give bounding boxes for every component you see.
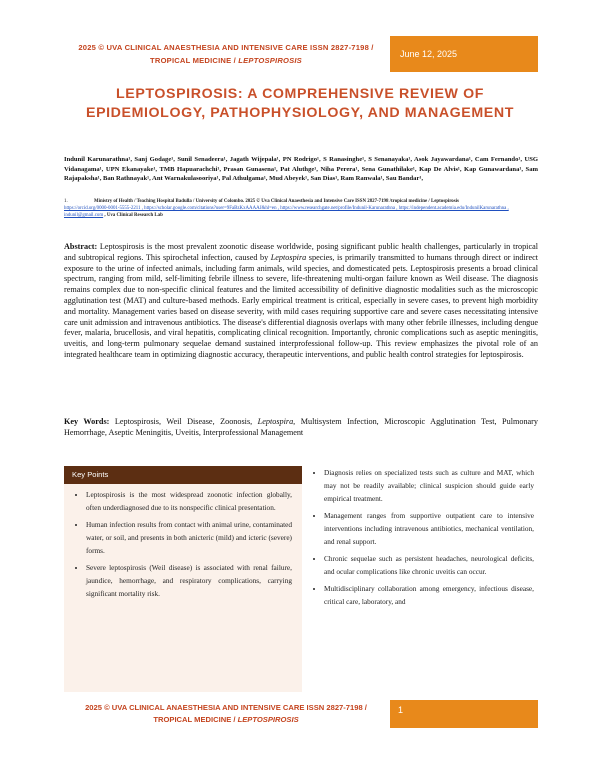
key-point-item: • Human infection results from contact with animal urine, contaminated water, or soil, and presents in both anicteric (mild) and icteric (severe) forms. <box>86 518 292 557</box>
header-brand: LEPTOSPIROSIS <box>238 56 302 65</box>
page-title: LEPTOSPIROSIS: A COMPREHENSIVE REVIEW OF EPIDEMIOLOGY, PATHOPHYSIOLOGY, AND MANAGEMENT <box>86 86 514 121</box>
keywords <box>64 416 538 438</box>
header-line-1: 2025 © UVA CLINICAL ANAESTHESIA AND INTENSIVE CARE ISSN 2827-7198 / <box>78 43 374 52</box>
keywords-label: Key Words: <box>64 417 110 426</box>
author-list: Indunil Karunarathna¹, Sanj Godage¹, Sunil Senadeera¹, Jagath Wijepala¹, PN Rodrigo¹, S Ranasinghe¹, S Senanayaka¹, Asok Jayawardana¹, Cam Fernando¹, USG Vidanagama¹, UPN Ekanayake¹, TMB Hapuarachchi¹, Prasan Gunasena¹, Pat Aluthge¹, Niha Perera¹, Sena Gunathilake¹, Kap De Alvis¹, Kap Gunawardana¹, Sam Rajapaksha¹, Ban Rathnayak¹, Ant Warnakulasooriya¹, Pal Athulgama¹, Mud Abeyek¹, San Dias¹, Ram Ranwala¹, Sau Bandar¹, <box>64 156 538 183</box>
footer-line-2 <box>62 714 390 726</box>
keywords-text-1: Leptospirosis, Weil Disease, Zoonosis, <box>109 417 258 426</box>
key-point-item: • Chronic sequelae such as persistent headaches, neurological deficits, and ocular complications like chronic uveitis can occur. <box>324 552 534 578</box>
page-footer <box>62 700 538 728</box>
abstract <box>64 242 538 361</box>
footer-page-band <box>390 700 538 728</box>
abstract-label: Abstract: <box>64 242 98 251</box>
key-point-item: • Management ranges from supportive outpatient care to intensive interventions including intravenous antibiotics, mechanical ventilation, and renal support. <box>324 509 534 548</box>
abstract-text-1: Leptospirosis is the most prevalent zoonotic disease worldwide, posing significant public health challenges, particularly in tropical and subtropical regions. This spirochetal infection, caused by <box>64 242 538 262</box>
header-line-2 <box>62 54 390 67</box>
key-points-right-column <box>310 466 538 692</box>
page-header <box>62 36 538 72</box>
journal-footer-text <box>62 700 390 728</box>
header-date-band <box>390 36 538 72</box>
key-points-heading: Key Points <box>64 466 302 484</box>
abstract-italic: Leptospira <box>270 252 307 262</box>
key-points-right-list <box>310 466 538 608</box>
affiliation-links <box>64 205 538 219</box>
keywords-italic: Leptospira <box>257 417 294 426</box>
key-points-left-list <box>64 484 302 600</box>
affiliation-main <box>64 198 538 205</box>
key-points-box <box>64 466 302 692</box>
page-number: 1 <box>398 705 404 715</box>
key-point-item: • Leptospirosis is the most widespread zoonotic infection globally, often underdiagnosed due to its nonspecific clinical presentation. <box>86 488 292 514</box>
affiliation-links-text[interactable]: https://orcid.org/0000-0001-5555-2211 , https://scholar.google.com/citations?user=9FaBzKxAAAAJ&hl=en , https://www.researchgate.net/profile/Indunil-Karunarathna , https://independent.academia.edu/IndunilKarunarathna , indunil@gmail.com <box>64 206 509 218</box>
key-point-item: • Multidisciplinary collaboration among emergency, infectious disease, critical care, laboratory, and <box>324 582 534 608</box>
affiliation-text: Ministry of Health / Teaching Hospital Badulla / University of Colombo. 2025 © Uva Clinical Anaesthesia and Intensive Care ISSN 2827-7198 /tropical medicine / Leptospirosis <box>94 199 459 204</box>
affiliation <box>64 198 538 219</box>
footer-brand: LEPTOSPIROSIS <box>237 715 299 724</box>
journal-header-text <box>62 36 390 72</box>
affiliation-lab: , Uva Clinical Research Lab <box>103 213 163 218</box>
header-line-2-prefix: TROPICAL MEDICINE / <box>150 56 239 65</box>
abstract-text-2: species, is primarily transmitted to humans through direct or indirect exposure to the urine of infected animals, including farm animals, wild species, and domesticated pets. Leptospirosis presents a broad clinical spectrum, ranging from mild, self-limiting febrile illness to severe, life-threatening multi-organ failure known as Weil disease. The diagnosis remains complex due to non-specific clinical features and the limited accessibility of definitive diagnostic modalities such as the microscopic agglutination test (MAT) and culture-based methods. Early empirical treatment is critical, especially in severe cases, to prevent high morbidity and mortality. Management varies based on disease severity, with mild cases requiring supportive care and severe cases necessitating intensive care unit admission and intravenous antibiotics. The disease's differential diagnosis overlaps with many other febrile illnesses, including dengue fever, malaria, brucellosis, and viral hepatitis, complicating clinical recognition. Importantly, chronic complications such as aseptic meningitis, uveitis, and long-term pulmonary sequelae demand sustained interprofessional follow-up. This review emphasizes the pivotal role of an integrated healthcare team in optimizing diagnostic accuracy, therapeutic interventions, and public health control strategies for leptospirosis. <box>64 252 538 359</box>
key-point-item: • Diagnosis relies on specialized tests such as culture and MAT, which may not be readily available; clinical suspicion should guide early empirical treatment. <box>324 466 534 505</box>
affiliation-number: 1. <box>64 199 68 204</box>
keywords-text-2: , Multisystem Infection, Microscopic Agglutination Test, Pulmonary Hemorrhage, Aseptic Meningitis, Uveitis, Interprofessional Management <box>64 417 538 437</box>
footer-line-1: 2025 © UVA CLINICAL ANAESTHESIA AND INTENSIVE CARE ISSN 2827-7198 / <box>85 703 367 712</box>
header-date: June 12, 2025 <box>400 49 458 59</box>
footer-line-2-prefix: TROPICAL MEDICINE / <box>153 715 238 724</box>
key-point-item: • Severe leptospirosis (Weil disease) is associated with renal failure, jaundice, hemorrhage, and respiratory complications, carrying significant mortality risk. <box>86 561 292 600</box>
